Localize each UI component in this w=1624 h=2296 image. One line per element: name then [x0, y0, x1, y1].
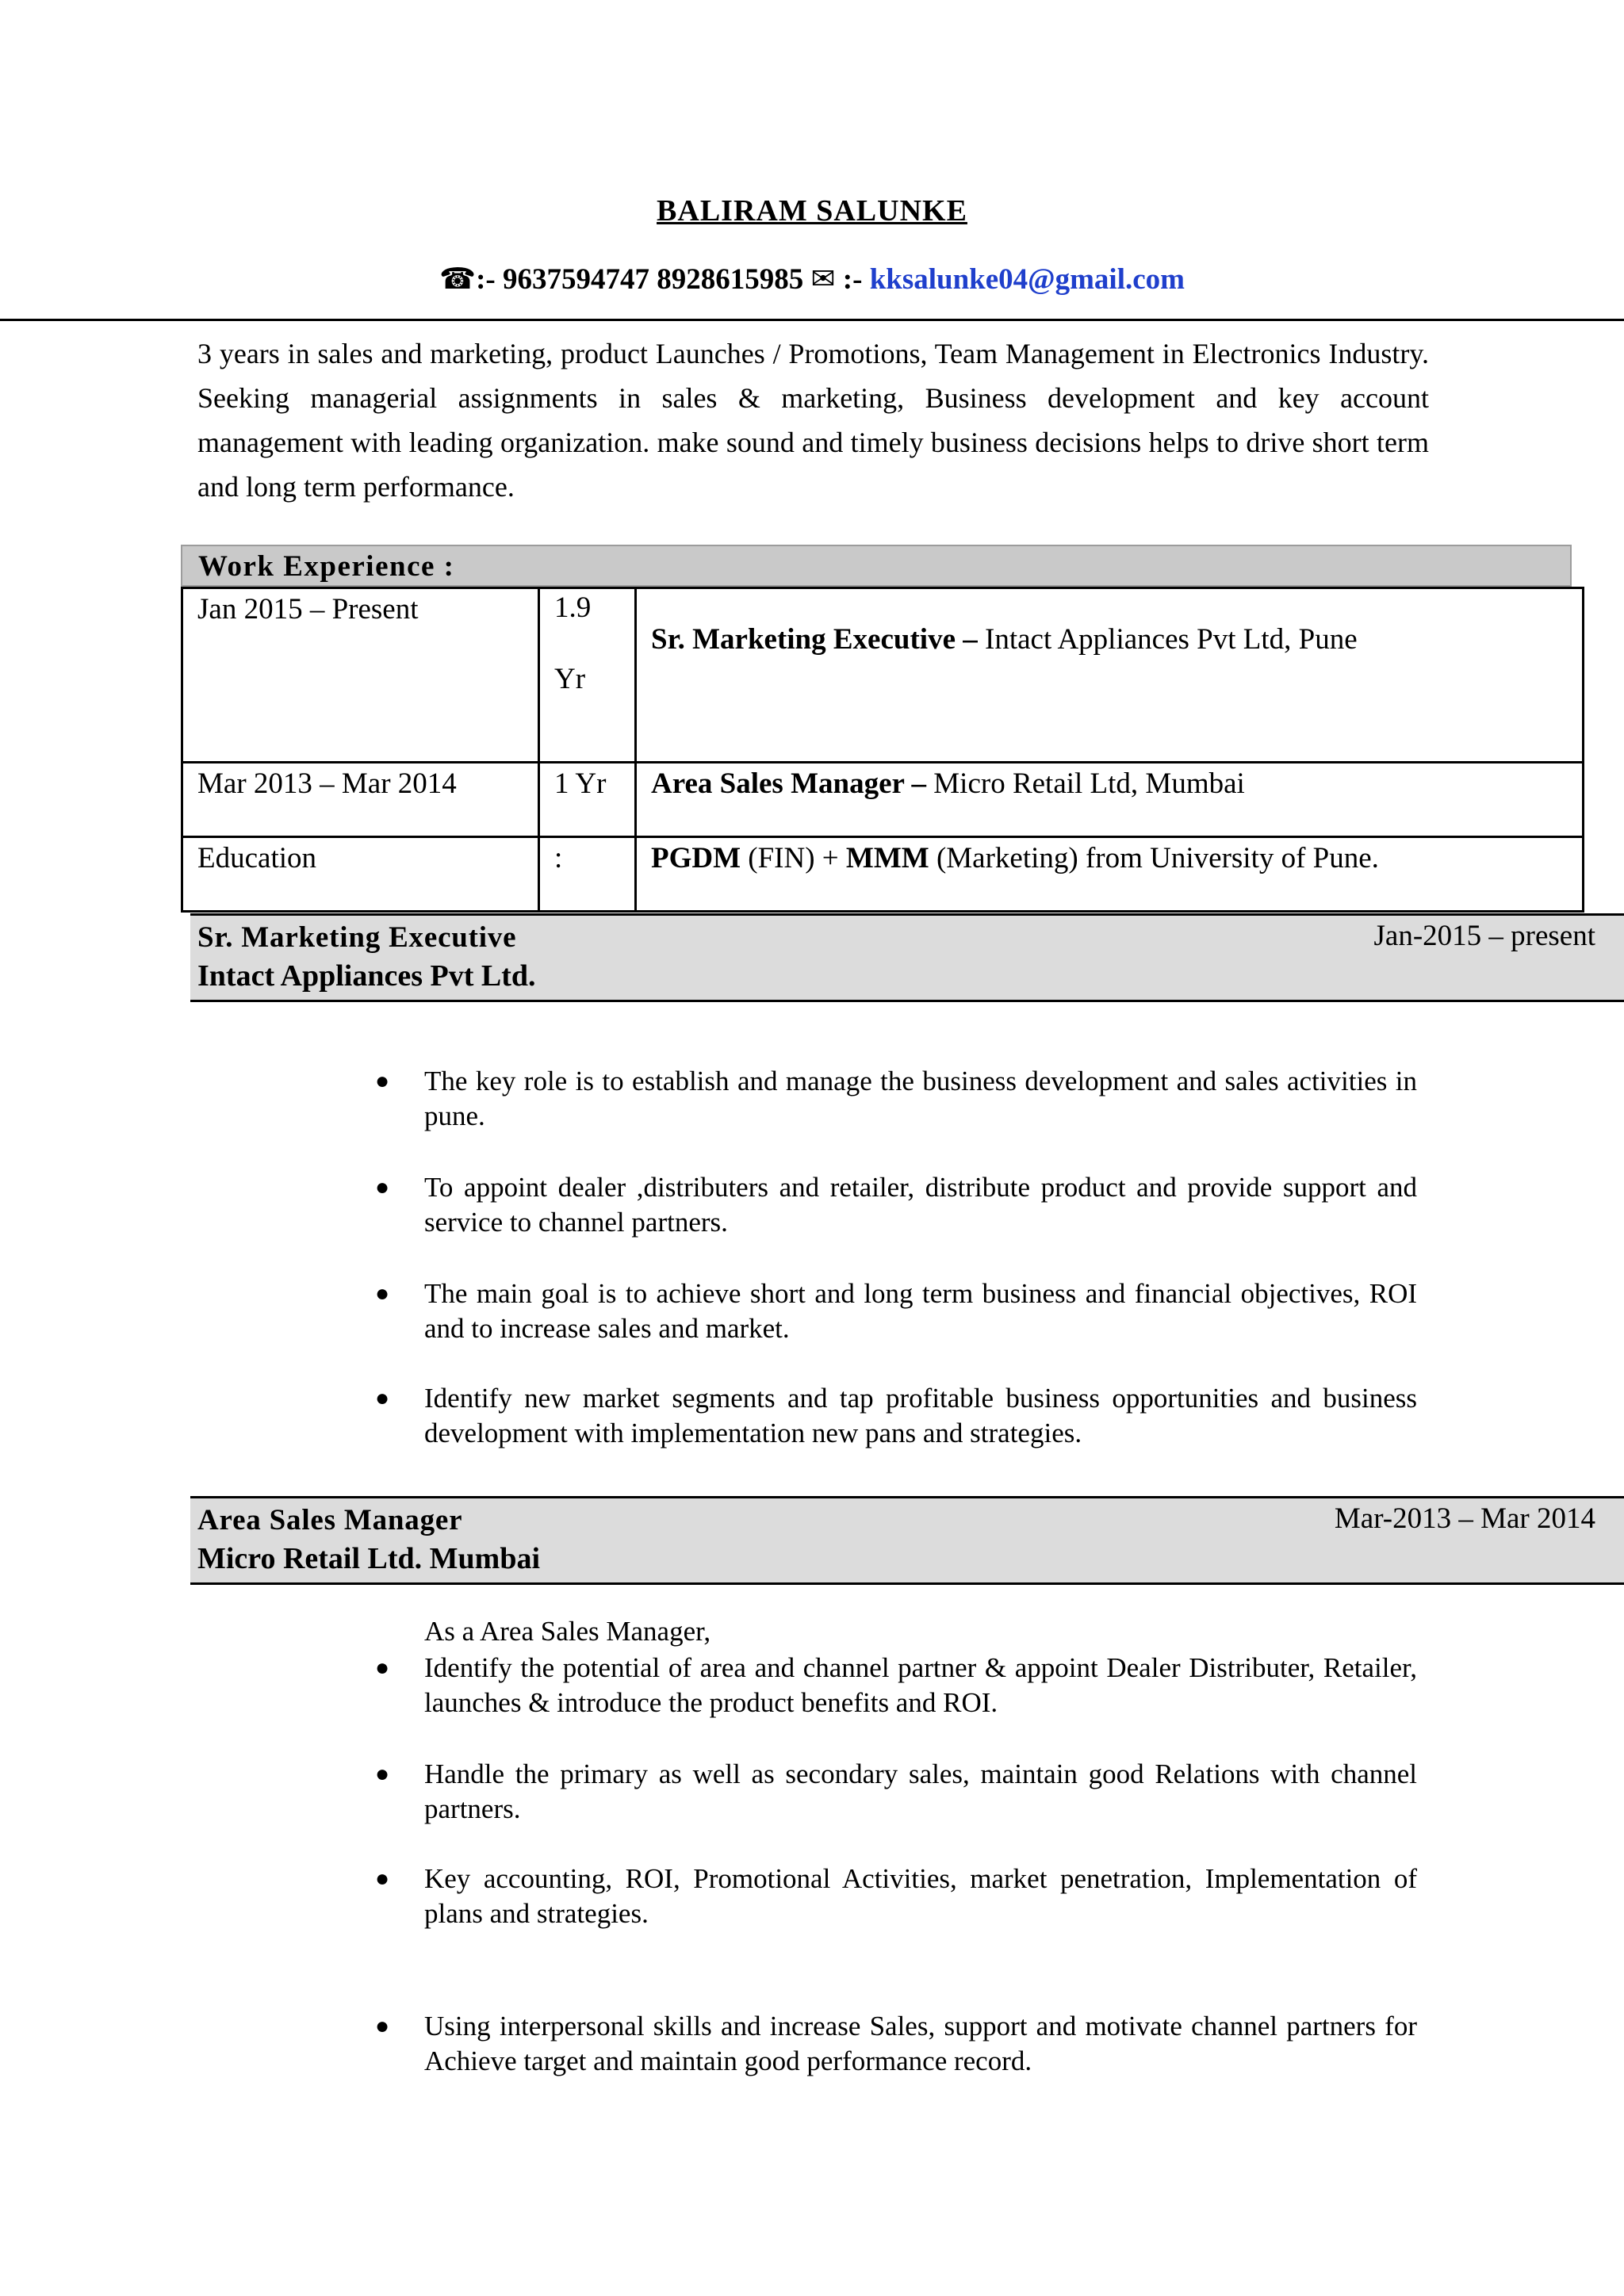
role-title: Area Sales Manager	[651, 767, 905, 800]
duration-unit: Yr	[554, 663, 586, 695]
list-item-text: Identify the potential of area and channel partner & appoint Dealer Distributer, Retailer, launches & introduce the product benefits and ROI.	[424, 1652, 1417, 1718]
job-responsibilities-list	[375, 1613, 1417, 2079]
table-row	[182, 588, 1584, 763]
degree-pgdm: PGDM	[651, 842, 741, 874]
job-header-sr-marketing-executive	[190, 913, 1624, 1002]
header-divider	[0, 319, 1624, 321]
bullet-icon: ●	[375, 1174, 390, 1200]
email-link[interactable]: kksalunke04@gmail.com	[869, 263, 1185, 296]
duration-value: 1.9	[554, 591, 592, 624]
list-item	[375, 1862, 1417, 1931]
job-title: Area Sales Manager	[197, 1504, 463, 1536]
list-item-text: The main goal is to achieve short and long term business and financial objectives, ROI and to increase sales and market.	[424, 1278, 1417, 1344]
bullet-icon: ●	[375, 1655, 390, 1681]
profile-summary: 3 years in sales and marketing, product Launches / Promotions, Team Management in Electronics Industry. Seeking managerial assignments in sales & marketing, Business development and key account management with leading organization. make sound and timely business decisions helps to drive short term and long term performance.	[197, 338, 1429, 503]
list-item-text: Key accounting, ROI, Promotional Activities, market penetration, Implementation of plans and strategies.	[424, 1863, 1417, 1929]
phone-prefix: :-	[476, 263, 504, 296]
role-company: Intact Appliances Pvt Ltd, Pune	[985, 623, 1358, 656]
list-item-text: Identify new market segments and tap profitable business opportunities and business development with implementation new pans and strategies.	[424, 1383, 1417, 1448]
role-separator: –	[904, 767, 934, 800]
degree-mmm: MMM	[845, 842, 929, 874]
envelope-icon: ✉	[810, 263, 836, 296]
education-label: Education	[182, 837, 539, 912]
list-item	[375, 1064, 1417, 1134]
education-colon: :	[539, 837, 636, 912]
contact-line	[0, 262, 1624, 297]
role-separator: –	[956, 623, 986, 656]
job-title: Sr. Marketing Executive	[197, 921, 517, 954]
candidate-name: BALIRAM SALUNKE	[657, 194, 967, 228]
phone-icon: ☎	[439, 263, 477, 296]
period-cell: Jan 2015 – Present	[182, 588, 539, 763]
phone-numbers: 9637594747 8928615985	[503, 263, 804, 296]
job-company: Intact Appliances Pvt Ltd.	[197, 959, 536, 993]
list-item	[375, 1170, 1417, 1240]
bullet-icon: ●	[375, 1280, 390, 1307]
bullet-icon: ●	[375, 1761, 390, 1787]
education-detail	[636, 837, 1584, 912]
list-item	[375, 1651, 1417, 1720]
role-cell	[636, 588, 1584, 763]
list-item-text: To appoint dealer ,distributers and retailer, distribute product and provide support and service to channel partners.	[424, 1172, 1417, 1238]
job-dates: Mar-2013 – Mar 2014	[1334, 1502, 1595, 1535]
duration-cell	[539, 588, 636, 763]
bullet-icon: ●	[375, 1866, 390, 1892]
table-row	[182, 837, 1584, 912]
list-item	[375, 1276, 1417, 1346]
job-responsibilities-list	[375, 1064, 1417, 1451]
role-cell	[636, 763, 1584, 837]
bullet-icon: ●	[375, 1068, 390, 1094]
list-item-text: Using interpersonal skills and increase Sales, support and motivate channel partners for Achieve target and maintain good performance record.	[424, 2011, 1417, 2076]
list-item	[375, 1757, 1417, 1827]
list-item	[375, 2009, 1417, 2079]
degree-pgdm-detail: (FIN) +	[741, 842, 846, 874]
duration-cell: 1 Yr	[539, 763, 636, 837]
table-row	[182, 763, 1584, 837]
bullet-icon: ●	[375, 1385, 390, 1411]
work-experience-table	[181, 587, 1584, 913]
job-company: Micro Retail Ltd. Mumbai	[197, 1542, 541, 1575]
job-dates: Jan-2015 – present	[1373, 920, 1595, 952]
period-cell: Mar 2013 – Mar 2014	[182, 763, 539, 837]
work-experience-heading	[181, 545, 1572, 587]
list-item-text: Handle the primary as well as secondary sales, maintain good Relations with channel partners.	[424, 1758, 1417, 1824]
bullet-icon: ●	[375, 2013, 390, 2039]
role-company: Micro Retail Ltd, Mumbai	[933, 767, 1245, 800]
work-experience-heading-text: Work Experience :	[198, 550, 455, 583]
role-title: Sr. Marketing Executive	[651, 623, 956, 656]
list-item-text: The key role is to establish and manage the business development and sales activities in pune.	[424, 1066, 1417, 1131]
degree-mmm-detail: (Marketing) from University of Pune.	[929, 842, 1379, 874]
job-header-area-sales-manager	[190, 1496, 1624, 1585]
job-intro: As a Area Sales Manager,	[424, 1616, 711, 1647]
list-item	[375, 1381, 1417, 1451]
email-prefix: :-	[835, 263, 870, 296]
